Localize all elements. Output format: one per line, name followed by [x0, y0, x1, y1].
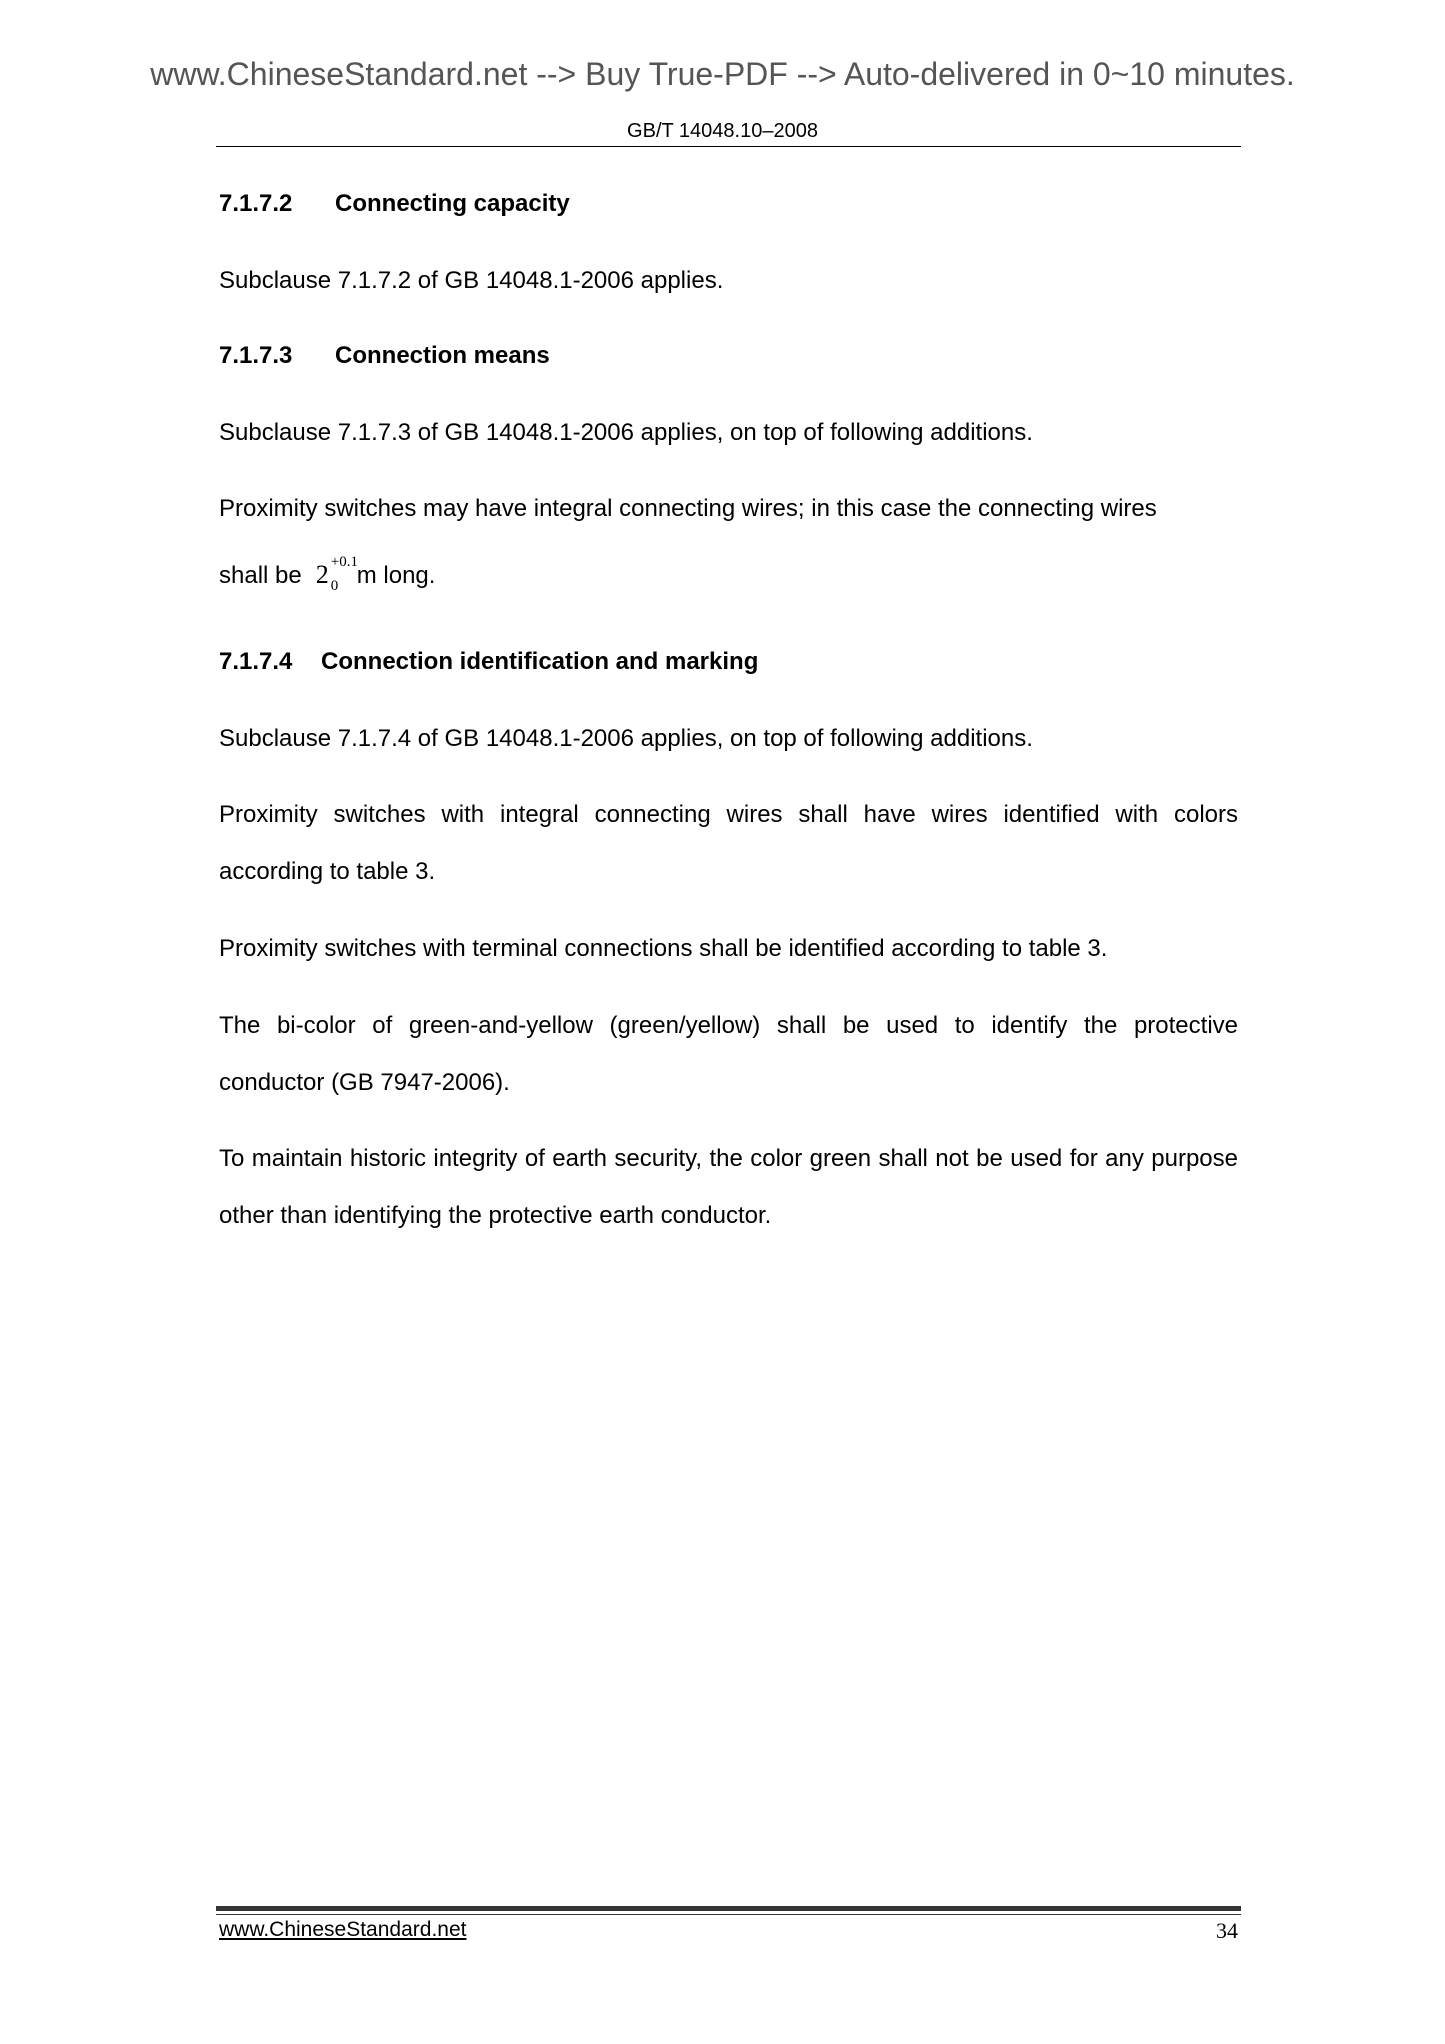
- section-number: 7.1.7.2: [219, 190, 293, 217]
- tolerance-value: [315, 546, 358, 603]
- header-divider: [216, 146, 1241, 147]
- wire-length-line: [219, 546, 1238, 604]
- paragraph: Subclause 7.1.7.3 of GB 14048.1-2006 applies, on top of following additions.: [219, 419, 1033, 446]
- paragraph: Proximity switches with terminal connections shall be identified according to table 3.: [219, 935, 1108, 962]
- paragraph: Subclause 7.1.7.2 of GB 14048.1-2006 applies.: [219, 267, 724, 294]
- footer-divider-thick: [216, 1906, 1241, 1911]
- section-title: Connection identification and marking: [321, 648, 759, 675]
- length-prefix: shall be: [219, 562, 302, 589]
- page-number: 34: [1216, 1918, 1238, 1943]
- paragraph: Subclause 7.1.7.4 of GB 14048.1-2006 applies, on top of following additions.: [219, 725, 1033, 752]
- document-id: GB/T 14048.10–2008: [627, 120, 818, 142]
- footer-site-link[interactable]: www.ChineseStandard.net: [219, 1918, 467, 1941]
- section-number: 7.1.7.3: [219, 342, 293, 369]
- upper-tolerance: +0.1: [330, 554, 358, 570]
- lower-tolerance: 0: [330, 578, 339, 594]
- paragraph: Proximity switches may have integral connecting wires; in this case the connecting wires: [219, 495, 1157, 522]
- section-title: Connecting capacity: [335, 190, 570, 217]
- section-number: 7.1.7.4: [219, 648, 293, 675]
- paragraph: To maintain historic integrity of earth security, the color green shall not be used for any purpose other than identifying the protective earth conductor.: [219, 1145, 1238, 1229]
- length-suffix: m long.: [356, 562, 436, 589]
- nominal-length: 2: [315, 560, 329, 589]
- section-title: Connection means: [335, 342, 550, 369]
- footer-divider-thin: [216, 1914, 1241, 1915]
- section-heading-7-1-7-3: [219, 342, 550, 370]
- section-heading-7-1-7-4: [219, 648, 758, 676]
- paragraph: The bi-color of green-and-yellow (green/yellow) shall be used to identify the protective conductor (GB 7947-2006).: [219, 1012, 1238, 1096]
- site-banner: www.ChineseStandard.net --> Buy True-PDF --> Auto-delivered in 0~10 minutes.: [150, 56, 1295, 92]
- section-heading-7-1-7-2: [219, 190, 570, 218]
- paragraph: Proximity switches with integral connecting wires shall have wires identified with colors according to table 3.: [219, 801, 1238, 885]
